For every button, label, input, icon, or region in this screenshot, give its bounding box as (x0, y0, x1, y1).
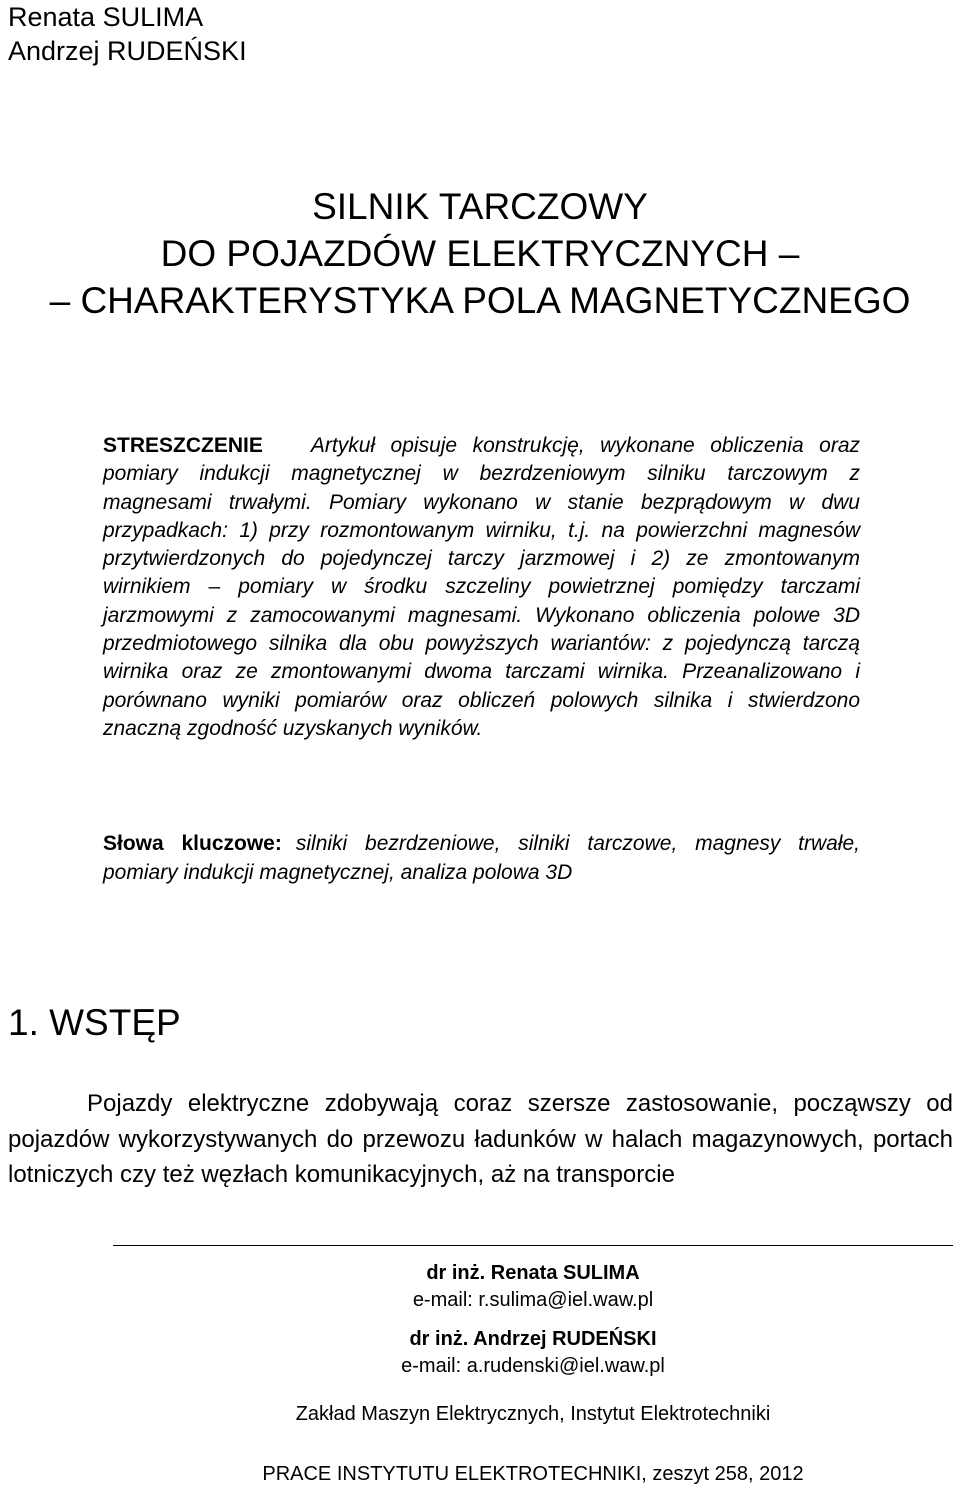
paper-title (0, 183, 960, 324)
section-heading: 1. WSTĘP (8, 1002, 181, 1043)
author-list (8, 0, 247, 68)
keywords-label: Słowa kluczowe: (103, 832, 282, 855)
keywords (103, 830, 860, 887)
affiliation: Zakład Maszyn Elektrycznych, Instytut Elektrotechniki (295, 1403, 771, 1425)
keywords-text: silniki bezrdzeniowe, silniki tarczowe, magnesy trwałe, pomiary indukcji magnetycznej, analiza polowa 3D (103, 832, 860, 884)
abstract (103, 432, 860, 743)
author2-name: dr inż. Andrzej RUDEŃSKI (409, 1328, 657, 1350)
title-line: SILNIK TARCZOWY (312, 186, 648, 227)
abstract-text: Artykuł opisuje konstrukcję, wykonane obliczenia oraz pomiary indukcji magnetycznej w bezrdzeniowym silniku tarczowym z magnesami trwałymi. Pomiary wykonano w stanie bezprądowym w dwu przypadkach: 1) przy rozmontowanym wirniku, t.j. na powierzchni magnesów przytwierdzonych do pojedynczej tarczy jarzmowej i 2) ze zmontowanym wirnikiem – pomiary w środku szczeliny powietrznej pomiędzy tarczami jarzmowymi z zamocowanymi magnesami. Wykonano obliczenia polowe 3D przedmiotowego silnika dla obu powyższych wariantów: z pojedynczą tarczą wirnika oraz ze zmontowanymi dwoma tarczami wirnika. Przeanalizowano i porównano wyniki pomiarów oraz obliczeń polowych silnika i stwierdzono znaczną zgodność uzyskanych wyników. (103, 434, 860, 740)
author-name: Andrzej RUDEŃSKI (8, 36, 247, 66)
title-line: – CHARAKTERYSTYKA POLA MAGNETYCZNEGO (49, 280, 911, 321)
author-name: Renata SULIMA (8, 2, 204, 32)
author1-name: dr inż. Renata SULIMA (426, 1262, 640, 1284)
section-body (8, 1086, 953, 1193)
section-text: Pojazdy elektryczne zdobywają coraz szersze zastosowanie, począwszy od pojazdów wykorzystywanych do przewozu ładunków w halach magazynowych, portach lotniczych czy też węzłach komunikacyjnych, aż na transporcie (8, 1090, 953, 1188)
footnote-divider (113, 1245, 953, 1246)
abstract-label: STRESZCZENIE (103, 434, 263, 457)
author2-email: e-mail: a.rudenski@iel.waw.pl (401, 1355, 665, 1377)
author1-email: e-mail: r.sulima@iel.waw.pl (412, 1289, 654, 1311)
footnote (113, 1260, 953, 1488)
journal-info: PRACE INSTYTUTU ELEKTROTECHNIKI, zeszyt 258, 2012 (262, 1463, 804, 1485)
title-line: DO POJAZDÓW ELEKTRYCZNYCH – (160, 233, 800, 274)
